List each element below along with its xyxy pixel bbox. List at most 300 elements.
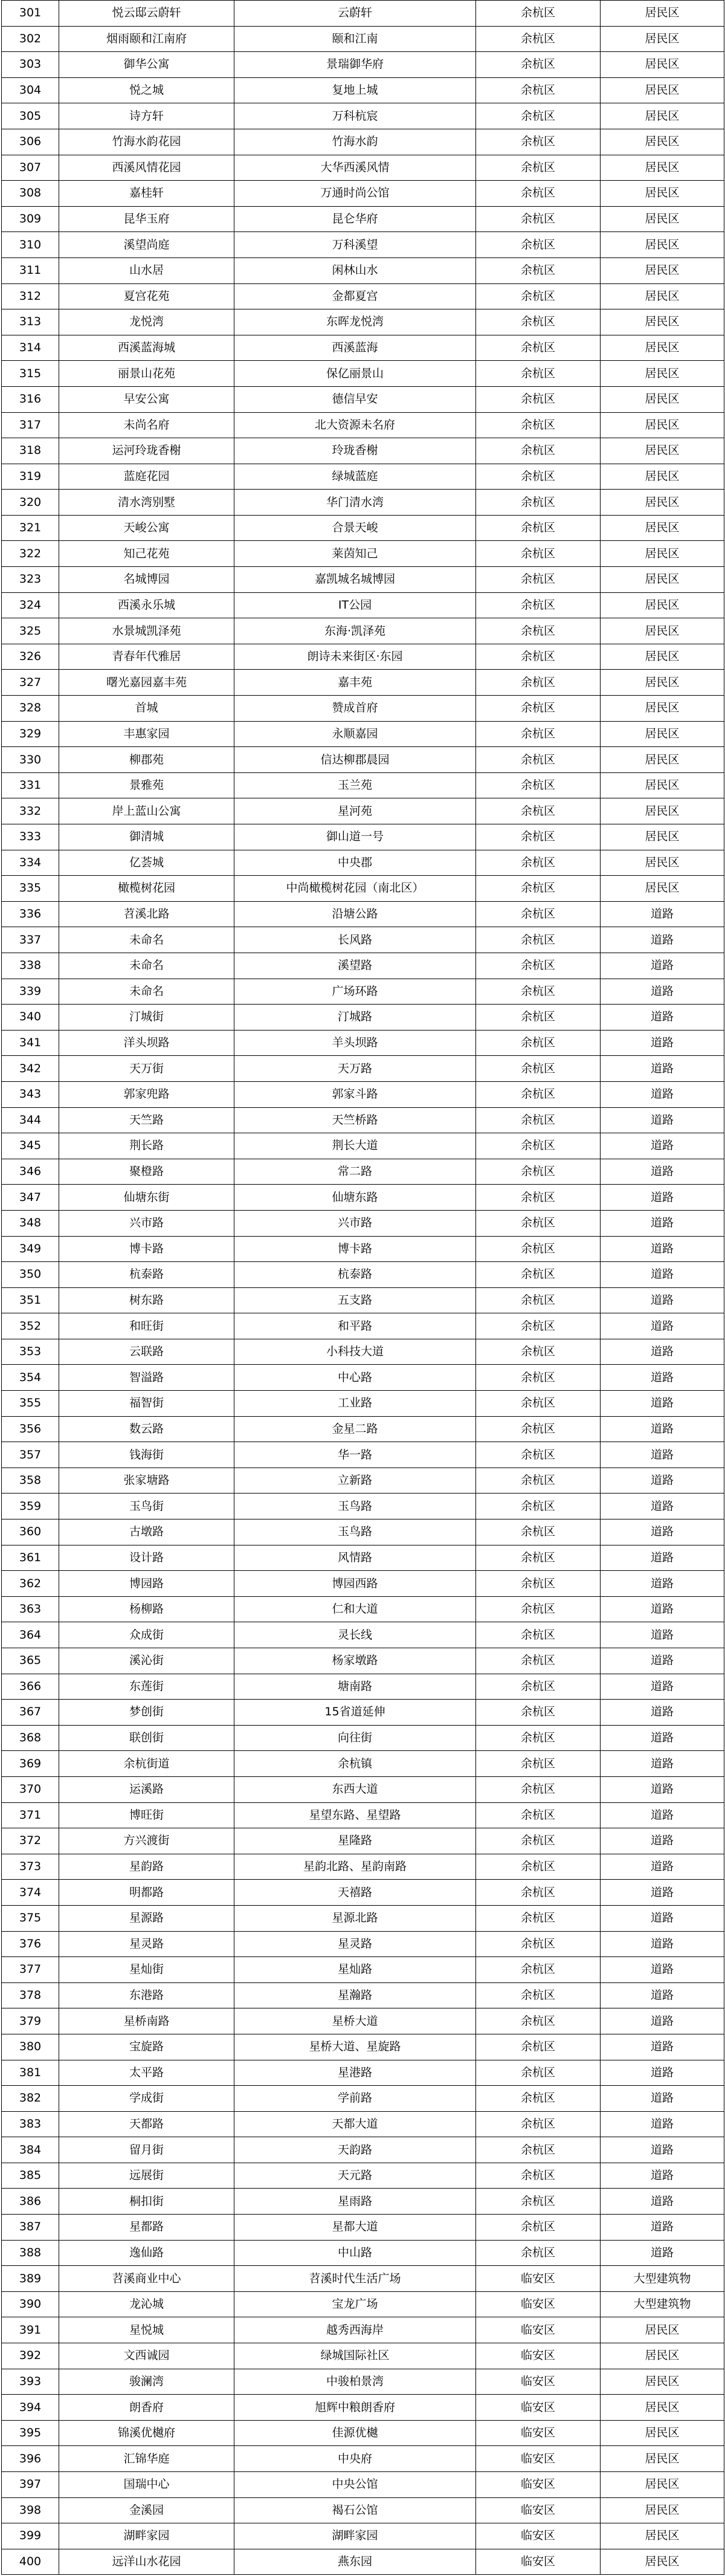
table-row: [2, 2291, 724, 2317]
table-row: [2, 283, 724, 309]
category-cell: 居民区: [601, 386, 724, 412]
table-row: [2, 696, 724, 722]
district-cell: 余杭区: [476, 1287, 601, 1313]
district-cell: 余杭区: [476, 1674, 601, 1700]
district-cell: 余杭区: [476, 876, 601, 902]
row-number-cell: 325: [2, 618, 59, 644]
table-row: [2, 1493, 724, 1519]
name-cell: 悦云邸云蔚轩: [59, 1, 234, 27]
table-body: [2, 1, 724, 2575]
standard-name-cell: 合景天峻: [234, 515, 476, 541]
standard-name-cell: 余杭镇: [234, 1751, 476, 1777]
standard-name-cell: 学前路: [234, 2086, 476, 2112]
category-cell: 道路: [601, 1725, 724, 1751]
name-cell: 福智街: [59, 1391, 234, 1417]
table-row: [2, 1957, 724, 1983]
row-number-cell: 359: [2, 1493, 59, 1519]
name-cell: 树东路: [59, 1287, 234, 1313]
district-cell: 余杭区: [476, 541, 601, 567]
category-cell: 居民区: [601, 181, 724, 207]
row-number-cell: 373: [2, 1854, 59, 1880]
row-number-cell: 354: [2, 1365, 59, 1391]
standard-name-cell: 天万路: [234, 1056, 476, 1082]
category-cell: 道路: [601, 1313, 724, 1339]
district-cell: 余杭区: [476, 386, 601, 412]
row-number-cell: 379: [2, 2008, 59, 2034]
category-cell: 大型建筑物: [601, 2291, 724, 2317]
district-cell: 余杭区: [476, 1957, 601, 1983]
category-cell: 道路: [601, 1107, 724, 1133]
district-cell: 余杭区: [476, 2137, 601, 2163]
district-cell: 余杭区: [476, 1365, 601, 1391]
table-row: [2, 2034, 724, 2060]
name-cell: 设计路: [59, 1545, 234, 1571]
row-number-cell: 332: [2, 798, 59, 824]
name-cell: 丰惠家园: [59, 721, 234, 747]
standard-name-cell: 昆仑华府: [234, 206, 476, 232]
category-cell: 居民区: [601, 721, 724, 747]
row-number-cell: 380: [2, 2034, 59, 2060]
district-cell: 余杭区: [476, 953, 601, 979]
district-cell: 临安区: [476, 2446, 601, 2472]
standard-name-cell: 保亿丽景山: [234, 361, 476, 387]
standard-name-cell: 五支路: [234, 1287, 476, 1313]
table-row: [2, 824, 724, 850]
row-number-cell: 329: [2, 721, 59, 747]
standard-name-cell: 工业路: [234, 1391, 476, 1417]
name-cell: 荆长路: [59, 1133, 234, 1159]
category-cell: 居民区: [601, 309, 724, 335]
table-row: [2, 232, 724, 258]
row-number-cell: 303: [2, 52, 59, 78]
table-row: [2, 1236, 724, 1262]
district-cell: 余杭区: [476, 1416, 601, 1442]
district-cell: 余杭区: [476, 670, 601, 696]
row-number-cell: 321: [2, 515, 59, 541]
row-number-cell: 395: [2, 2420, 59, 2446]
name-cell: 张家塘路: [59, 1468, 234, 1493]
table-row: [2, 1545, 724, 1571]
table-row: [2, 567, 724, 593]
standard-name-cell: 东西大道: [234, 1776, 476, 1802]
district-cell: 余杭区: [476, 464, 601, 490]
name-cell: 昆华玉府: [59, 206, 234, 232]
category-cell: 道路: [601, 1905, 724, 1931]
district-cell: 余杭区: [476, 335, 601, 361]
row-number-cell: 360: [2, 1519, 59, 1545]
category-cell: 居民区: [601, 2472, 724, 2498]
standard-name-cell: 德信早安: [234, 386, 476, 412]
table-row: [2, 1468, 724, 1493]
name-cell: 天万街: [59, 1056, 234, 1082]
standard-name-cell: 越秀西海岸: [234, 2317, 476, 2343]
category-cell: 居民区: [601, 52, 724, 78]
category-cell: 居民区: [601, 2420, 724, 2446]
standard-name-cell: 常二路: [234, 1159, 476, 1185]
standard-name-cell: 玉鸟路: [234, 1493, 476, 1519]
standard-name-cell: 旭辉中粮朗香府: [234, 2395, 476, 2421]
district-cell: 余杭区: [476, 490, 601, 516]
table-row: [2, 798, 724, 824]
row-number-cell: 351: [2, 1287, 59, 1313]
table-row: [2, 181, 724, 207]
standard-name-cell: 星都大道: [234, 2215, 476, 2241]
name-cell: 兴市路: [59, 1210, 234, 1236]
standard-name-cell: 沿塘公路: [234, 901, 476, 927]
table-row: [2, 1802, 724, 1828]
category-cell: 道路: [601, 1468, 724, 1493]
standard-name-cell: 小科技大道: [234, 1339, 476, 1365]
table-row: [2, 1905, 724, 1931]
standard-name-cell: 中山路: [234, 2240, 476, 2266]
standard-name-cell: 星灵路: [234, 1931, 476, 1957]
table-row: [2, 361, 724, 387]
name-cell: 蓝庭花园: [59, 464, 234, 490]
standard-name-cell: 星隆路: [234, 1828, 476, 1854]
name-cell: 学成街: [59, 2086, 234, 2112]
row-number-cell: 312: [2, 283, 59, 309]
row-number-cell: 308: [2, 181, 59, 207]
name-cell: 湖畔家园: [59, 2523, 234, 2549]
district-cell: 余杭区: [476, 696, 601, 722]
category-cell: 居民区: [601, 876, 724, 902]
row-number-cell: 364: [2, 1622, 59, 1648]
district-cell: 余杭区: [476, 1828, 601, 1854]
standard-name-cell: 风情路: [234, 1545, 476, 1571]
category-cell: 居民区: [601, 747, 724, 773]
table-row: [2, 1700, 724, 1726]
standard-name-cell: 中尚橄榄树花园（南北区）: [234, 876, 476, 902]
district-cell: 余杭区: [476, 1880, 601, 1906]
district-cell: 余杭区: [476, 2034, 601, 2060]
district-cell: 余杭区: [476, 1005, 601, 1031]
category-cell: 居民区: [601, 824, 724, 850]
table-row: [2, 2266, 724, 2292]
name-cell: 逸仙路: [59, 2240, 234, 2266]
name-cell: 早安公寓: [59, 386, 234, 412]
table-row: [2, 77, 724, 103]
row-number-cell: 304: [2, 77, 59, 103]
category-cell: 居民区: [601, 2343, 724, 2369]
table-row: [2, 1133, 724, 1159]
name-cell: 博卡路: [59, 1236, 234, 1262]
name-list-table: [1, 0, 724, 2575]
district-cell: 余杭区: [476, 618, 601, 644]
category-cell: 居民区: [601, 412, 724, 438]
district-cell: 余杭区: [476, 2111, 601, 2137]
standard-name-cell: 云蔚轩: [234, 1, 476, 27]
district-cell: 余杭区: [476, 1210, 601, 1236]
name-cell: 天竺路: [59, 1107, 234, 1133]
table-row: [2, 2008, 724, 2034]
name-cell: 夏宫花苑: [59, 283, 234, 309]
district-cell: 余杭区: [476, 2189, 601, 2215]
district-cell: 余杭区: [476, 77, 601, 103]
table-row: [2, 1571, 724, 1597]
row-number-cell: 330: [2, 747, 59, 773]
table-row: [2, 1622, 724, 1648]
district-cell: 余杭区: [476, 257, 601, 283]
table-row: [2, 2472, 724, 2498]
district-cell: 临安区: [476, 2497, 601, 2523]
name-cell: 余杭街道: [59, 1751, 234, 1777]
row-number-cell: 389: [2, 2266, 59, 2292]
name-cell: 汀城街: [59, 1005, 234, 1031]
table-row: [2, 335, 724, 361]
table-row: [2, 670, 724, 696]
row-number-cell: 310: [2, 232, 59, 258]
table-row: [2, 2137, 724, 2163]
district-cell: 余杭区: [476, 747, 601, 773]
standard-name-cell: 塘南路: [234, 1674, 476, 1700]
row-number-cell: 363: [2, 1596, 59, 1622]
standard-name-cell: 宝龙广场: [234, 2291, 476, 2317]
standard-name-cell: 星桥大道: [234, 2008, 476, 2034]
category-cell: 道路: [601, 1674, 724, 1700]
district-cell: 余杭区: [476, 1982, 601, 2008]
row-number-cell: 350: [2, 1262, 59, 1288]
district-cell: 余杭区: [476, 1442, 601, 1468]
standard-name-cell: 向往街: [234, 1725, 476, 1751]
name-cell: 西溪蓝海城: [59, 335, 234, 361]
district-cell: 余杭区: [476, 721, 601, 747]
row-number-cell: 397: [2, 2472, 59, 2498]
name-cell: 天峻公寓: [59, 515, 234, 541]
row-number-cell: 383: [2, 2111, 59, 2137]
table-row: [2, 515, 724, 541]
district-cell: 余杭区: [476, 232, 601, 258]
row-number-cell: 305: [2, 103, 59, 129]
category-cell: 道路: [601, 1700, 724, 1726]
standard-name-cell: 莱茵知己: [234, 541, 476, 567]
district-cell: 余杭区: [476, 283, 601, 309]
row-number-cell: 371: [2, 1802, 59, 1828]
standard-name-cell: 景瑞御华府: [234, 52, 476, 78]
table-row: [2, 309, 724, 335]
standard-name-cell: 兴市路: [234, 1210, 476, 1236]
name-cell: 郭家兜路: [59, 1081, 234, 1107]
standard-name-cell: 星河苑: [234, 798, 476, 824]
row-number-cell: 301: [2, 1, 59, 27]
category-cell: 道路: [601, 1854, 724, 1880]
standard-name-cell: 星韵北路、星韵南路: [234, 1854, 476, 1880]
row-number-cell: 387: [2, 2215, 59, 2241]
row-number-cell: 355: [2, 1391, 59, 1417]
name-cell: 星源路: [59, 1905, 234, 1931]
name-cell: 钱海街: [59, 1442, 234, 1468]
category-cell: 居民区: [601, 361, 724, 387]
district-cell: 余杭区: [476, 567, 601, 593]
name-cell: 文西诚园: [59, 2343, 234, 2369]
name-cell: 宝旋路: [59, 2034, 234, 2060]
standard-name-cell: 嘉丰苑: [234, 670, 476, 696]
category-cell: 道路: [601, 1596, 724, 1622]
name-cell: 留月街: [59, 2137, 234, 2163]
name-cell: 星悦城: [59, 2317, 234, 2343]
name-cell: 杨柳路: [59, 1596, 234, 1622]
standard-name-cell: 中心路: [234, 1365, 476, 1391]
row-number-cell: 343: [2, 1081, 59, 1107]
table-row: [2, 2189, 724, 2215]
district-cell: 余杭区: [476, 1339, 601, 1365]
category-cell: 居民区: [601, 644, 724, 670]
row-number-cell: 333: [2, 824, 59, 850]
table-row: [2, 2369, 724, 2395]
district-cell: 余杭区: [476, 592, 601, 618]
name-cell: 天都路: [59, 2111, 234, 2137]
category-cell: 道路: [601, 1648, 724, 1674]
name-cell: 远展街: [59, 2163, 234, 2189]
standard-name-cell: 天禧路: [234, 1880, 476, 1906]
category-cell: 居民区: [601, 77, 724, 103]
row-number-cell: 365: [2, 1648, 59, 1674]
row-number-cell: 384: [2, 2137, 59, 2163]
category-cell: 道路: [601, 2215, 724, 2241]
row-number-cell: 381: [2, 2060, 59, 2086]
district-cell: 余杭区: [476, 798, 601, 824]
table-row: [2, 1107, 724, 1133]
category-cell: 居民区: [601, 257, 724, 283]
table-row: [2, 2317, 724, 2343]
name-cell: 柳郡苑: [59, 747, 234, 773]
name-cell: 岸上蓝山公寓: [59, 798, 234, 824]
name-cell: 嘉桂轩: [59, 181, 234, 207]
category-cell: 居民区: [601, 1, 724, 27]
table-row: [2, 541, 724, 567]
category-cell: 道路: [601, 1391, 724, 1417]
category-cell: 道路: [601, 1056, 724, 1082]
standard-name-cell: 星源北路: [234, 1905, 476, 1931]
district-cell: 余杭区: [476, 2240, 601, 2266]
district-cell: 余杭区: [476, 1571, 601, 1597]
table-row: [2, 876, 724, 902]
district-cell: 余杭区: [476, 1081, 601, 1107]
row-number-cell: 316: [2, 386, 59, 412]
row-number-cell: 388: [2, 2240, 59, 2266]
table-row: [2, 1, 724, 27]
name-cell: 星桥南路: [59, 2008, 234, 2034]
category-cell: 居民区: [601, 592, 724, 618]
district-cell: 余杭区: [476, 1133, 601, 1159]
row-number-cell: 306: [2, 129, 59, 155]
category-cell: 居民区: [601, 129, 724, 155]
category-cell: 居民区: [601, 103, 724, 129]
table-row: [2, 747, 724, 773]
row-number-cell: 393: [2, 2369, 59, 2395]
category-cell: 居民区: [601, 464, 724, 490]
standard-name-cell: 北大资源未名府: [234, 412, 476, 438]
standard-name-cell: 苕溪时代生活广场: [234, 2266, 476, 2292]
category-cell: 道路: [601, 979, 724, 1005]
name-cell: 西溪永乐城: [59, 592, 234, 618]
table-row: [2, 1751, 724, 1777]
category-cell: 道路: [601, 1931, 724, 1957]
name-cell: 古墩路: [59, 1519, 234, 1545]
district-cell: 临安区: [476, 2343, 601, 2369]
category-cell: 道路: [601, 2086, 724, 2112]
standard-name-cell: 广场环路: [234, 979, 476, 1005]
standard-name-cell: 东海·凯泽苑: [234, 618, 476, 644]
name-cell: 苕溪北路: [59, 901, 234, 927]
standard-name-cell: 永顺嘉园: [234, 721, 476, 747]
row-number-cell: 336: [2, 901, 59, 927]
row-number-cell: 385: [2, 2163, 59, 2189]
name-cell: 骏澜湾: [59, 2369, 234, 2395]
category-cell: 居民区: [601, 618, 724, 644]
standard-name-cell: 中央府: [234, 2446, 476, 2472]
row-number-cell: 356: [2, 1416, 59, 1442]
row-number-cell: 326: [2, 644, 59, 670]
district-cell: 余杭区: [476, 1313, 601, 1339]
row-number-cell: 348: [2, 1210, 59, 1236]
district-cell: 临安区: [476, 2369, 601, 2395]
table-row: [2, 129, 724, 155]
name-cell: 聚橙路: [59, 1159, 234, 1185]
standard-name-cell: 华门清水湾: [234, 490, 476, 516]
row-number-cell: 361: [2, 1545, 59, 1571]
row-number-cell: 314: [2, 335, 59, 361]
table-row: [2, 2497, 724, 2523]
table-row: [2, 386, 724, 412]
name-cell: 未命名: [59, 927, 234, 953]
category-cell: 居民区: [601, 283, 724, 309]
category-cell: 居民区: [601, 2317, 724, 2343]
name-cell: 星灵路: [59, 1931, 234, 1957]
standard-name-cell: 中央郡: [234, 850, 476, 876]
category-cell: 道路: [601, 1545, 724, 1571]
standard-name-cell: 金都夏宫: [234, 283, 476, 309]
name-cell: 橄榄树花园: [59, 876, 234, 902]
name-cell: 数云路: [59, 1416, 234, 1442]
standard-name-cell: 杭泰路: [234, 1262, 476, 1288]
district-cell: 余杭区: [476, 2215, 601, 2241]
district-cell: 余杭区: [476, 1, 601, 27]
name-cell: 博园路: [59, 1571, 234, 1597]
standard-name-cell: 燕东园: [234, 2549, 476, 2575]
standard-name-cell: 中骏柏景湾: [234, 2369, 476, 2395]
table-row: [2, 26, 724, 52]
table-row: [2, 2240, 724, 2266]
table-row: [2, 2395, 724, 2421]
name-cell: 亿荟城: [59, 850, 234, 876]
row-number-cell: 378: [2, 1982, 59, 2008]
row-number-cell: 318: [2, 438, 59, 464]
table-row: [2, 1982, 724, 2008]
category-cell: 道路: [601, 2163, 724, 2189]
category-cell: 道路: [601, 1493, 724, 1519]
district-cell: 余杭区: [476, 1905, 601, 1931]
table-row: [2, 1725, 724, 1751]
category-cell: 道路: [601, 1262, 724, 1288]
name-cell: 朗香府: [59, 2395, 234, 2421]
standard-name-cell: 星桥大道、星旋路: [234, 2034, 476, 2060]
standard-name-cell: 玲珑香榭: [234, 438, 476, 464]
district-cell: 余杭区: [476, 1468, 601, 1493]
standard-name-cell: 湖畔家园: [234, 2523, 476, 2549]
standard-name-cell: 华一路: [234, 1442, 476, 1468]
standard-name-cell: 和平路: [234, 1313, 476, 1339]
row-number-cell: 319: [2, 464, 59, 490]
name-cell: 御清城: [59, 824, 234, 850]
table-row: [2, 464, 724, 490]
standard-name-cell: 星雨路: [234, 2189, 476, 2215]
table-row: [2, 2060, 724, 2086]
name-cell: 星灿街: [59, 1957, 234, 1983]
row-number-cell: 309: [2, 206, 59, 232]
row-number-cell: 328: [2, 696, 59, 722]
district-cell: 余杭区: [476, 1751, 601, 1777]
table-row: [2, 1185, 724, 1211]
